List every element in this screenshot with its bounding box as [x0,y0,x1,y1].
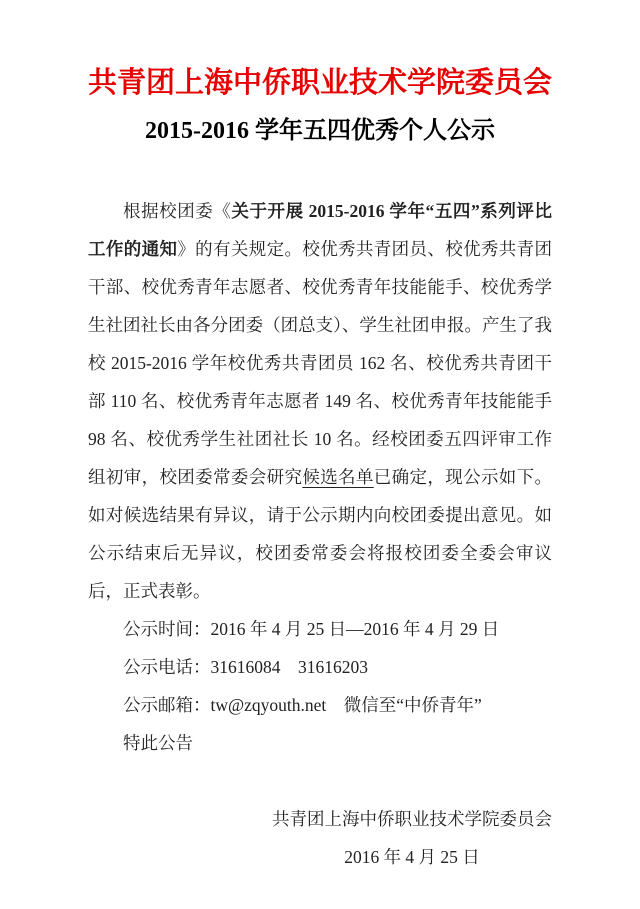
paragraph-lead-text: 根据校团委《 [123,200,232,221]
paragraph-mid-text: 》的有关规定。校优秀共青团员、校优秀共青团干部、校优秀青年志愿者、校优秀青年技能能手、校优秀学生社团社长由各分团委（团总支）、学生社团申报。产生了我校 2015-2016 学年校优秀共青团员 162 名、校优秀共青团干部 110 名、校优秀青年志愿者 149 名、校优秀青年技能能手 98 名、校优秀学生社团社长 10 名。经校团委五四评审工作组初审，校团委常委会研究 [88,238,553,487]
document-subtitle: 2015-2016 学年五四优秀个人公示 [145,117,495,144]
publicity-period-line [88,610,552,648]
signature-date: 2016 年 4 月 25 日 [344,846,480,867]
paragraph-tail-text: 已确定，现公示如下。如对候选结果有异议，请于公示期内向校团委提出意见。如公示结束后无异议，校团委常委会将报校团委全委会审议后，正式表彰。 [88,466,553,601]
document-title: 共青团上海中侨职业技术学院委员会 [87,67,552,99]
publicity-email-line [88,686,552,724]
publicity-phone-label: 公示电话： [123,656,211,677]
publicity-phone-value: 31616084 31616203 [210,656,368,677]
signature-inner [272,800,552,876]
publicity-email-label: 公示邮箱： [123,694,211,715]
publicity-period-label: 公示时间： [123,618,211,639]
closing-statement: 特此公告 [123,732,193,753]
signature-organization: 共青团上海中侨职业技术学院委员会 [272,808,552,829]
notice-title-bold-text: 关于开展 2015-2016 学年“五四”系列评比工作的通知 [88,200,552,259]
candidate-list-underlined-text: 候选名单 [302,466,374,487]
publicity-phone-line [88,648,552,686]
publicity-period-value: 2016 年 4 月 25 日—2016 年 4 月 29 日 [210,618,500,639]
signature-block [88,800,552,876]
body-paragraph [88,192,552,610]
publicity-email-value: tw@zqyouth.net 微信至“中侨青年” [210,694,482,715]
document-body [0,192,640,876]
